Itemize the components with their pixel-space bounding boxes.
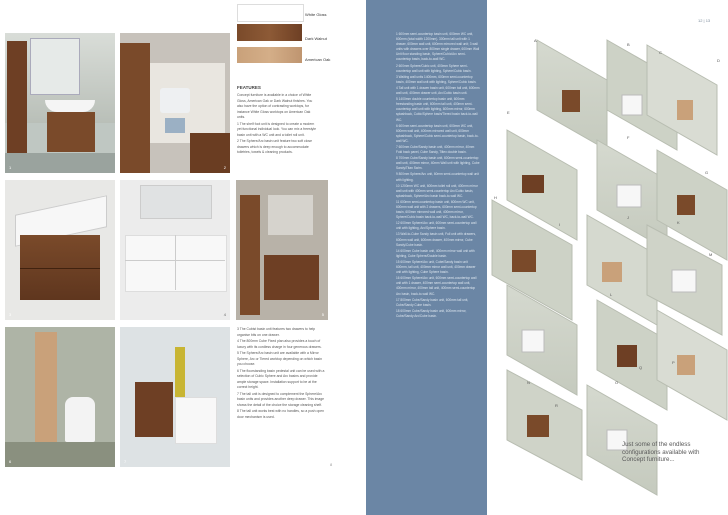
unit (522, 175, 544, 193)
spec-item: 10 1200mm WC unit, 600mm toilet roll unit, 400mm mirror wall unit with 400mm semi-countertop Arc/Cubic basin, splashback, Sphere/Arc basin back-to-wall WC. (396, 183, 478, 198)
spec-item: 3 Waiting wall units 1400mm, 600mm semi-countertop basin, 400mm wall unit with lighting, Sphere/Cubic basin. (396, 74, 477, 84)
configuration-illustrations (487, 0, 728, 515)
unit (672, 270, 696, 292)
mirror (268, 195, 313, 235)
photo-captions (237, 327, 325, 421)
spec-item: 5 1400mm double countertop basin unit, 600mm freestanding basin unit, 600mm tall unit, 400mm semi-countertop wall unit with lighting, 600mm mirror, 600mm splashback, Cubic/Sphere basin/Tiered basin back-to-wall WC. (396, 97, 478, 122)
walnut-basin-unit (264, 255, 319, 300)
photo-1 (5, 33, 115, 173)
spec-item: 7 600mm Cube/Sandy basin unit, 400mm mirror, 40mm Fold back panel, Cube Sandy, Tiltex double basin. (396, 144, 475, 155)
photo-number: 3 (9, 312, 12, 317)
config-label: B (627, 42, 630, 47)
features-text (237, 93, 319, 157)
walnut-basin-unit (47, 112, 95, 152)
photo-5 (236, 180, 328, 320)
unit (512, 250, 536, 272)
tall-unit (35, 332, 57, 442)
page-number: 12 | 13 (698, 18, 711, 23)
walnut-tall-unit (240, 195, 260, 315)
double-basin-unit (125, 235, 227, 292)
features-paragraph: 8 The tall unit works best with no handles, so a push open door mechanism is used. (237, 409, 325, 419)
spec-item: 1 600mm semi-countertop basin unit, 600mm WC unit, 600mm (total width 1200mm). 300mm tall unit with 1 drawer, 600mm wall unit, 600mm mirrored wall unit; 3 wall units with drawers over 800mm single drawer, 600mm Wall Unit floor standing basin, Sphere/Cubic/Arc semi-countertop basin, back-to-wall WC. (396, 32, 480, 62)
config-label: H (494, 195, 497, 200)
config-label: A (534, 38, 537, 43)
spec-item: 14 600mm Cube basin unit, 400mm mirror wall unit with lighting, Cube Sphere/Double basin. (396, 248, 475, 258)
features-paragraph: 4 The 800mm Cube Fixed plan also provides a touch of luxury with its cordless charge in four generous drawers. (237, 339, 322, 349)
swatch-american-oak (237, 47, 302, 63)
spec-item: 17 800mm Cube/Sandy basin unit, 600mm tall unit, Cube/Sandy Cube basin. (396, 297, 469, 307)
photo-number: 2 (223, 165, 226, 170)
spec-item: 12 600mm Sphere/Arc unit, 600mm semi-countertop wall unit with lighting, Arc/Sphere basin. (396, 221, 477, 231)
config-label: F (627, 135, 630, 140)
photo-2 (120, 33, 230, 173)
spec-item: 11 600mm semi-countertop basin unit, 600mm WC unit, 600mm wall unit with 2 drawers, 600mm semi-countertop basin, 600mm mirrored wall unit, 400mm mirror, Sphere/Cubic basin back-to-wall WC, back-to-wall WC. (396, 199, 477, 220)
features-paragraph: Concept furniture is available in a choice of White Gloss, American Oak or Dark Walnut finishes. You also have the option of contrasting worktops, for instance White Gloss worktops on American Oak units. (237, 93, 313, 119)
illustration-caption: Just some of the endless configurations available with Concept furniture... (622, 441, 700, 464)
walnut-unit (135, 382, 173, 437)
unit (522, 330, 544, 352)
spec-item: 2 600mm Sphere/Cubic unit, 400mm Sphere semi-countertop wall unit with lighting, Sphere/Cubic basin. (396, 63, 472, 73)
config-label: P (672, 360, 675, 365)
plant (175, 347, 185, 397)
mirror (30, 38, 80, 95)
config-label: Q (639, 365, 643, 370)
photo-number: 7 (124, 459, 127, 464)
features-paragraph: 2 The Sphere/Arc basin unit feature two soft close drawers which is deep enough to accommodate toiletries, towels & cleaning products. (237, 139, 312, 154)
unit (677, 355, 695, 375)
config-label: L (610, 292, 613, 297)
config-label: M (709, 252, 713, 257)
swatch-label: Dark Walnut (305, 36, 327, 41)
unit (622, 95, 642, 115)
config-label: K (677, 220, 680, 225)
swatch-white-gloss (237, 4, 304, 22)
floor (5, 153, 115, 173)
features-paragraph: 3 The Cubist basin unit features two drawers to help organise bits on one drawer. (237, 327, 316, 337)
config-label: I (559, 222, 561, 227)
swatch-label: White Gloss (305, 12, 327, 17)
mirror (140, 185, 212, 219)
features-paragraph: 5 The Sphere/Arc basin unit are available with a Mirror Sphere, Arc or Tiered worktop depending on which basin you choose. (237, 351, 323, 366)
photo-3 (5, 180, 115, 320)
photo-6 (5, 327, 115, 467)
config-label: D (717, 58, 720, 63)
white-unit (175, 397, 217, 444)
unit (617, 185, 641, 207)
photo-number: 4 (223, 312, 226, 317)
spec-item: 15 600mm Sphere/Arc unit, Cube/Sandy basin unit 600mm, tall unit, 400mm mirror wall unit, 400mm drawer unit with lighting, Cube Sphere basin. (396, 259, 476, 275)
unit (677, 195, 695, 215)
unit (527, 415, 549, 437)
basin (45, 100, 95, 112)
config-label: C (659, 50, 662, 55)
spec-item: 13 Wall-to-Cube Sandy basin unit, Full unit with drawers, 600mm wall unit, 600mm drawer, 400mm mirror, Cube Sandy/Cube basin. (396, 232, 476, 247)
walnut-tall-unit (7, 41, 27, 166)
drawer-line (175, 235, 176, 290)
unit (677, 100, 693, 120)
config-label: O (615, 380, 619, 385)
spec-item: 16 600mm Sphere/Arc unit, 600mm semi-countertop wall unit with 1 drawer, 400mm semi-countertop wall unit, 400mm mirror, 400mm tall unit, 400mm semi-countertop Arc basin, back-to-wall WC. (396, 276, 477, 296)
config-label: N (527, 380, 530, 385)
specs-list (396, 32, 480, 320)
features-heading: FEATURES (237, 85, 261, 90)
walnut-drawer-front (120, 43, 150, 173)
photo-number: 8 (330, 462, 333, 467)
spec-item: 18 600mm Cube/Sandy basin unit, 600mm mirror, Cube/Sandy Arc/Cube basin. (396, 308, 467, 318)
photo-number: 1 (9, 165, 12, 170)
spec-item: 8 700mm Cube/Sandy basin unit, 600mm semi-countertop wall unit, 400mm mirror, 40mm Wall unit with lighting, Cube Sandy/Titan Swim. (396, 156, 480, 171)
features-paragraph: 1 The shelf foot unit is designed to create a modern yet functional individual look. You can mix a freestyle basin unit with a WC unit and a toilet roll unit. (237, 121, 316, 137)
unit (602, 262, 622, 282)
swatch-dark-walnut (237, 24, 302, 41)
toiletries (165, 118, 185, 133)
config-label: G (705, 170, 709, 175)
photo-number: 6 (9, 459, 12, 464)
towels (160, 88, 190, 113)
floor (5, 442, 115, 467)
spec-item: 4 Tall unit with 1 drawer basin unit, 600mm tall unit, 600mm wall unit, 400mm drawer unit, Arc/Cubic basin unit. (396, 85, 480, 96)
photo-7 (120, 327, 230, 467)
features-paragraph: 6 The floorstanding basin pedestal unit can be used with a selection of Cubic Sphere and Arc basins and provide ample storage space. Installation support to be at the correct height. (237, 368, 325, 389)
unit (562, 90, 580, 112)
photo-4 (120, 180, 230, 320)
features-paragraph: 7 The tall unit is designed to complement the Sphere/Arc basin units and provides another deep drawer. This image shows the detail of the choice the storage cleaning shelf. (237, 391, 325, 407)
photo-number: 5 (321, 312, 324, 317)
config-label: R (555, 403, 558, 408)
spec-item: 9 800mm Sphere/Arc unit, 60mm semi-countertop wall unit with lighting. (396, 172, 479, 182)
isometric-rooms (487, 0, 728, 515)
unit (617, 345, 637, 367)
config-label: E (507, 110, 510, 115)
swatch-label: American Oak (305, 57, 331, 62)
wc (65, 397, 95, 442)
drawer-line (20, 268, 100, 269)
config-label: J (627, 215, 629, 220)
spec-item: 6 600mm semi-countertop basin unit, 600mm WC unit, 600mm wall unit, 400mm mirrored wall unit, 600mm splashback, Sphere/Cubic semi-countertop basin, back-to-wall WC. (396, 123, 479, 143)
